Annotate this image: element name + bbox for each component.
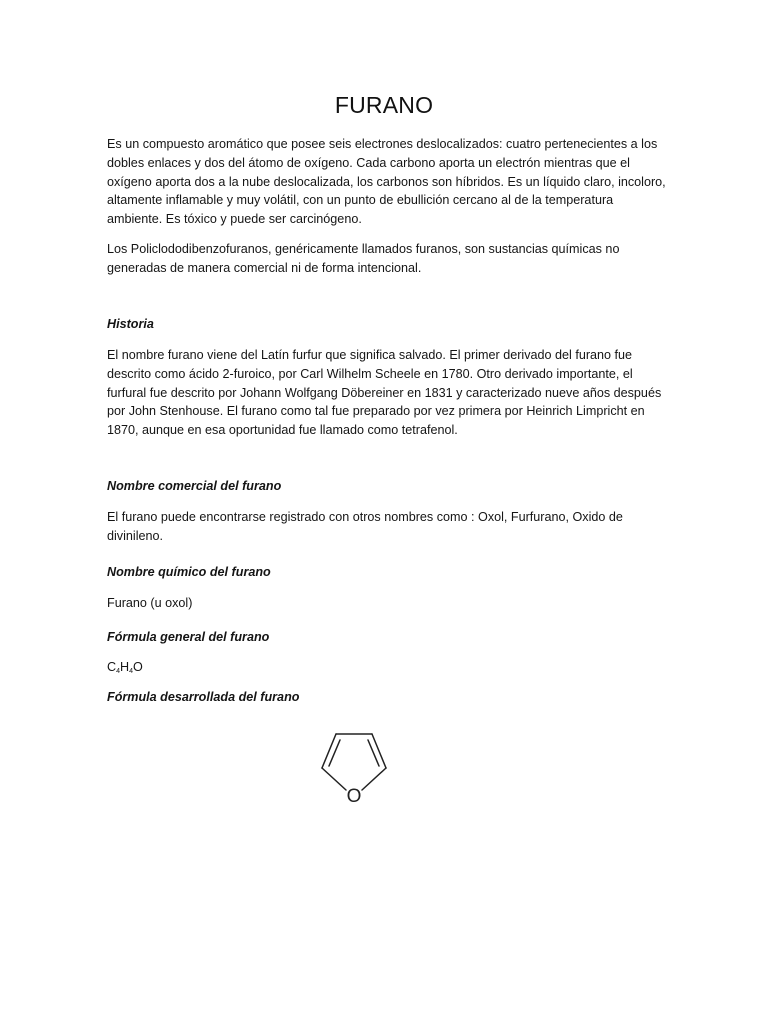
formula-hydrogen: H	[120, 660, 130, 674]
double-bond-right	[368, 740, 379, 766]
bond-c2-o1	[322, 768, 346, 790]
page-title: FURANO	[334, 92, 434, 118]
formula-carbon: C	[107, 660, 117, 674]
intro-paragraph-2: Los Policlododibenzofuranos, genéricamente llamados furanos, son sustancias químicas no generadas de manera comercial ni de forma intencional.	[107, 242, 620, 275]
furan-structure-diagram	[316, 728, 392, 808]
historia-heading: Historia	[107, 317, 154, 331]
formula-general-value	[107, 660, 143, 675]
nombre-quimico-paragraph: Furano (u oxol)	[107, 596, 193, 610]
double-bond-left	[329, 740, 340, 766]
intro-paragraph-1: Es un compuesto aromático que posee seis electrones deslocalizados: cuatro pertenecientes a los dobles enlaces y dos del átomo de oxígeno. Cada carbono aporta un electrón mientras que el oxígeno aporta dos a la nube deslocalizada, los carbonos son híbridos. Es un líquido claro, incoloro, altamente inflamable y muy volátil, con un punto de ebullición cercano al de la temperatura ambiente. Es tóxico y puede ser carcinógeno.	[107, 137, 666, 227]
formula-general-heading: Fórmula general del furano	[107, 630, 270, 644]
formula-carbon-count: 4	[116, 668, 121, 675]
oxygen-atom-label: O	[346, 786, 362, 807]
bond-c3-c2	[322, 734, 336, 768]
bond-c5-o1	[362, 768, 386, 790]
formula-hydrogen-count: 4	[129, 668, 134, 675]
nombre-comercial-heading: Nombre comercial del furano	[107, 479, 282, 493]
formula-desarrollada-heading: Fórmula desarrollada del furano	[107, 690, 300, 704]
nombre-quimico-heading: Nombre químico del furano	[107, 565, 271, 579]
historia-paragraph: El nombre furano viene del Latín furfur que significa salvado. El primer derivado del furano fue descrito como ácido 2-furoico, por Carl Wilhelm Scheele en 1780. Otro derivado importante, el furfural fue descrito por Johann Wolfgang Döbereiner en 1831 y caracterizado nueve años después por John Stenhouse. El furano como tal fue preparado por vez primera por Heinrich Limpricht en 1870, aunque en esa oportunidad fue llamado como tetrafenol.	[107, 348, 662, 438]
bond-c4-c5	[372, 734, 386, 768]
nombre-comercial-paragraph: El furano puede encontrarse registrado con otros nombres como : Oxol, Furfurano, Oxido de divinileno.	[107, 510, 623, 543]
formula-oxygen: O	[133, 660, 143, 674]
